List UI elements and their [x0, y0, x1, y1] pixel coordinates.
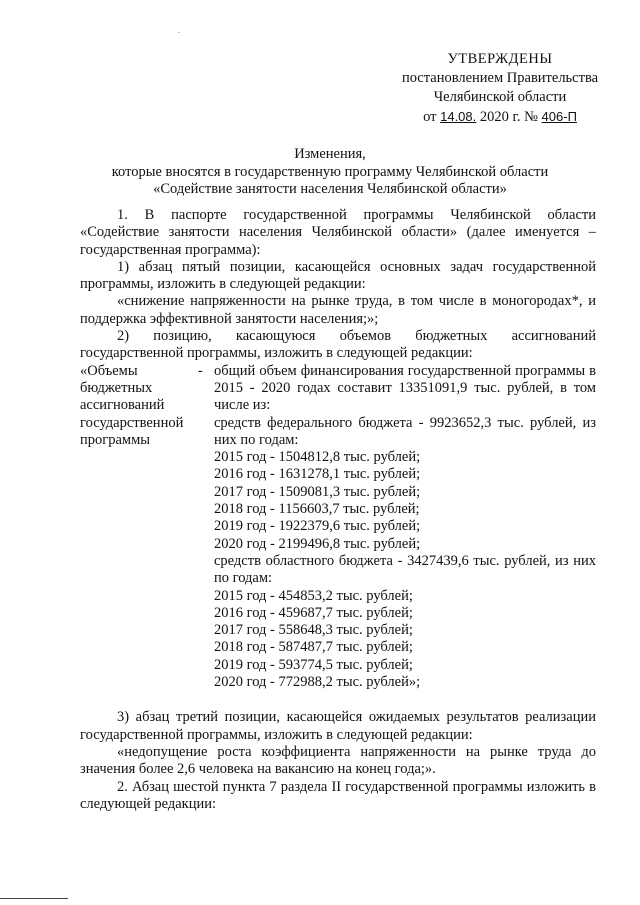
finance-dash: -	[198, 362, 203, 379]
approved-line-1: постановлением Правительства	[401, 70, 599, 86]
paragraph-quote-2: «недопущение роста коэффициента напряженности на рынке труда до значения более 2,6 человека на вакансию на конец года;».	[80, 743, 596, 778]
paragraph-quote-1: «снижение напряженности на рынке труда, в том числе в моногородах*, и поддержка эффективной занятости населения;»;	[80, 293, 596, 327]
finance-year-row: 2016 год - 459687,7 тыс. рублей;	[214, 604, 413, 621]
paragraph-1-2: 2) позицию, касающуюся объемов бюджетных ассигнований государственной программы, изложить в следующей редакции:	[80, 328, 596, 362]
approved-heading: УТВЕРЖДЕНЫ	[447, 51, 553, 67]
finance-year-row: 2019 год - 1922379,6 тыс. рублей;	[214, 518, 421, 535]
finance-year-row: 2017 год - 1509081,3 тыс. рублей;	[214, 483, 421, 500]
finance-year-row: 2020 год - 772988,2 тыс. рублей»;	[214, 674, 421, 691]
approved-date-line: от 14.08. 2020 г. № 406-П	[423, 109, 577, 125]
document-title: Изменения, которые вносятся в государственную программу Челябинской области «Содействие занятости населения Челябинской области»	[111, 146, 549, 197]
finance-regional: средств областного бюджета - 3427439,6 тыс. рублей, из них по годам:	[214, 552, 596, 587]
finance-year-row: 2018 год - 1156603,7 тыс. рублей;	[214, 501, 420, 518]
approval-number: 406-П	[541, 109, 577, 124]
paragraph-1: 1. В паспорте государственной программы Челябинской области «Содействие занятости населения Челябинской области» (далее именуется – государственная программа):	[80, 207, 596, 258]
finance-text	[214, 363, 596, 692]
finance-position-block	[80, 363, 596, 692]
paragraph-2: 2. Абзац шестой пункта 7 раздела II государственной программы изложить в следующей редакции:	[80, 778, 596, 812]
finance-year-row: 2015 год - 1504812,8 тыс. рублей;	[214, 449, 421, 466]
finance-label: «Объемы бюджетных ассигнований государственной программы	[80, 362, 184, 448]
approved-line-2: Челябинской области	[433, 89, 567, 105]
paragraph-1-3: 3) абзац третий позиции, касающейся ожидаемых результатов реализации государственной программы, изложить в следующей редакции:	[80, 709, 596, 743]
scan-speck	[178, 32, 180, 33]
finance-year-row: 2020 год - 2199496,8 тыс. рублей;	[214, 535, 421, 552]
finance-year-row: 2015 год - 454853,2 тыс. рублей;	[214, 587, 413, 604]
finance-total: общий объем финансирования государственной программы в 2015 - 2020 годах составит 13351091,9 тыс. рублей, в том числе из:	[214, 362, 596, 414]
finance-year-row: 2017 год - 558648,3 тыс. рублей;	[214, 622, 413, 639]
approval-date: 14.08.	[440, 109, 477, 124]
approval-stamp	[380, 50, 620, 127]
spacer	[80, 691, 596, 709]
page-footer-rule	[0, 898, 68, 899]
finance-year-row: 2016 год - 1631278,1 тыс. рублей;	[214, 466, 421, 483]
finance-year-row: 2019 год - 593774,5 тыс. рублей;	[214, 656, 413, 673]
finance-federal: средств федерального бюджета - 9923652,3 тыс. рублей, из них по годам:	[214, 414, 596, 448]
finance-year-row: 2018 год - 587487,7 тыс. рублей;	[214, 639, 413, 656]
document-body	[80, 207, 596, 813]
paragraph-1-1: 1) абзац пятый позиции, касающейся основных задач государственной программы, изложить в следующей редакции:	[80, 258, 596, 293]
